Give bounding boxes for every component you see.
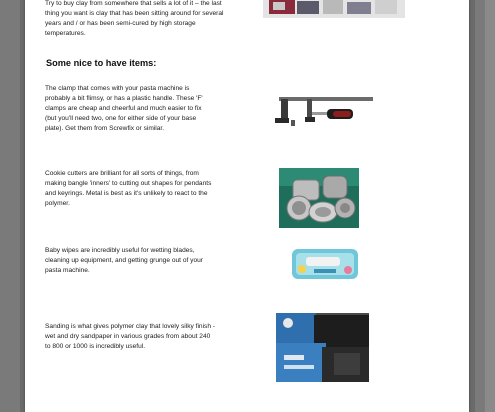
clamp-description: The clamp that comes with your pasta machine is probably a bit flimsy, or has a plastic handle. These 'F' clamps are cheap and cheerful and much easier to fix (but you'll need two, one for either side of your base plate). Get them from Screwfix or similar. [45,85,203,132]
sandpaper-description: Sanding is what gives polymer clay that lovely silky finish - wet and dry sandpaper in various grades from about 240 to 800 or 1000 is incredibly useful. [45,323,216,350]
f-clamp-photo [269,92,375,136]
sandpaper-photo [276,313,369,382]
document-page [25,0,469,412]
baby-wipes-photo [290,243,360,283]
cookie-cutters-description: Cookie cutters are brilliant for all sorts of things, from making bangle 'inners' to cutting out shapes for pendants and keyrings. Metal is best as it's unlikely to react to the polymer. [45,170,212,207]
intro-paragraph: Try to buy clay from somewhere that sells a lot of it – the last thing you want is clay that has been sitting around for several years and / or has been semi-cured by high storage temperatures. [45,0,224,37]
clay-photo [263,0,405,18]
baby-wipes-description: Baby wipes are incredibly useful for wetting blades, cleaning up equipment, and getting grunge out of your pasta machine. [45,247,203,274]
cookie-cutters-photo [279,168,359,228]
scrollbar[interactable] [485,0,495,412]
section-heading: Some nice to have items: [46,58,157,68]
